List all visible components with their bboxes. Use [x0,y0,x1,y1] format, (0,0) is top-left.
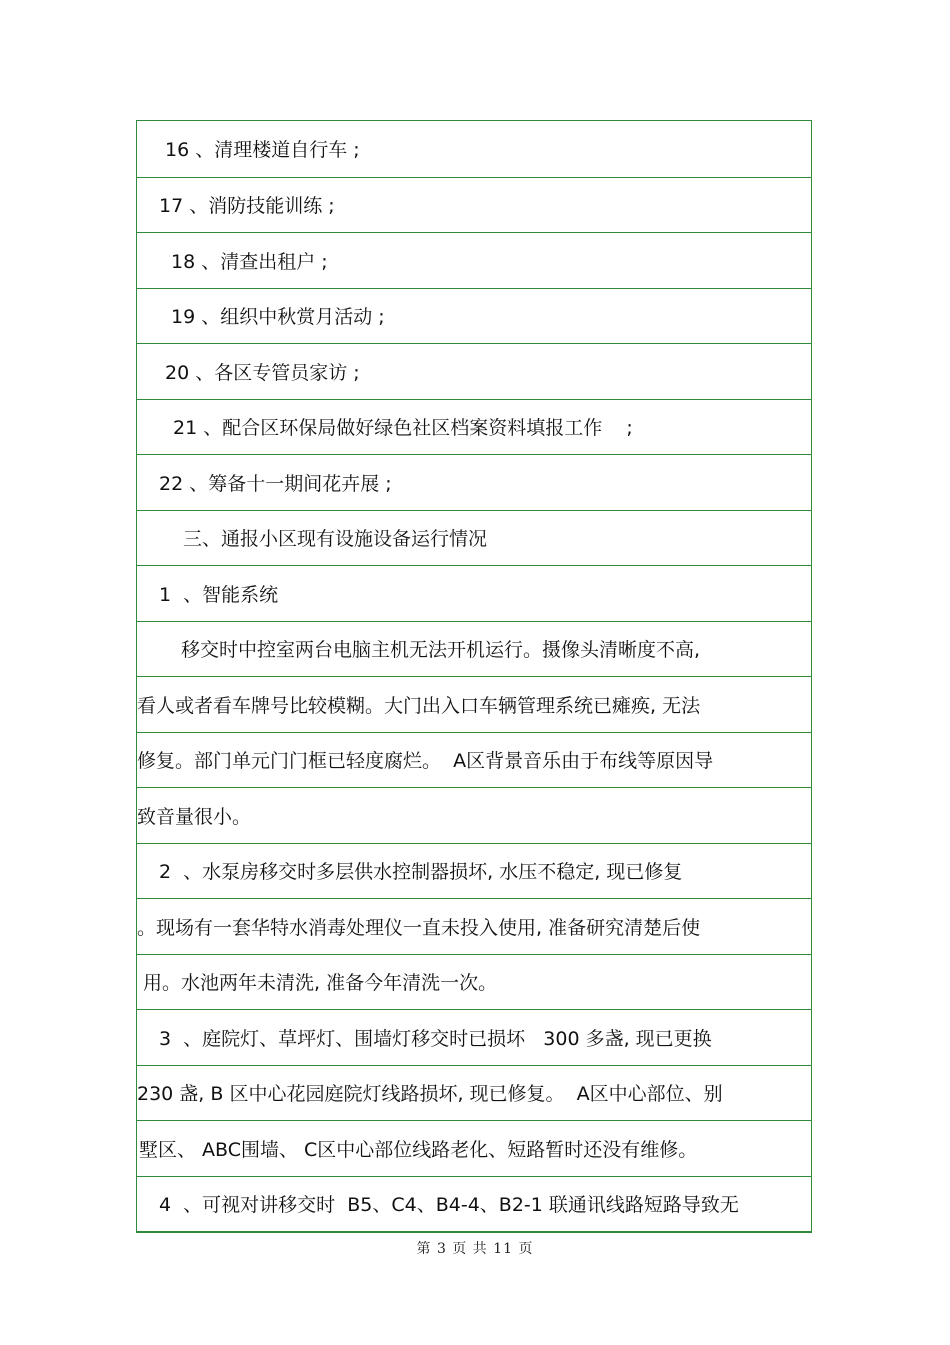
row-text: 修复。部门单元门门框已轻度腐烂。 A区背景音乐由于布线等原因导 [137,750,714,773]
table-row [137,510,811,566]
row-text: 2 、水泵房移交时多层供水控制器损坏, 水压不稳定, 现已修复 [159,861,683,884]
table-row [137,454,811,510]
row-text: 移交时中控室两台电脑主机无法开机运行。摄像头清晰度不高, [181,639,701,662]
table-row [137,343,811,399]
row-text: 用。水池两年未清洗, 准备今年清洗一次。 [143,972,498,995]
table-row [137,1120,811,1176]
table-row [137,954,811,1010]
table-row [137,898,811,954]
row-text: 墅区、 ABC围墙、 C区中心部位线路老化、短路暂时还没有维修。 [139,1138,698,1161]
table-row [137,399,811,455]
table-row [137,732,811,788]
row-text: 17 、消防技能训练 ; [159,195,335,218]
row-text: 22 、筹备十一期间花卉展 ; [159,472,392,495]
row-text: 21 、配合区环保局做好绿色社区档案资料填报工作 ; [173,417,633,440]
row-text: 16 、清理楼道自行车 ; [165,139,360,162]
row-text: 4 、可视对讲移交时 B5、C4、B4-4、B2-1 联通讯线路短路导致无 [159,1194,739,1217]
table-row [137,288,811,344]
table-row [137,676,811,732]
table-row [137,121,811,177]
row-text: 三、通报小区现有设施设备运行情况 [183,528,488,551]
table-row [137,843,811,899]
row-text: 致音量很小。 [137,805,252,828]
table-row [137,1065,811,1121]
row-text: 3 、庭院灯、草坪灯、围墙灯移交时已损坏 300 多盏, 现已更换 [159,1027,712,1050]
table-row [137,621,811,677]
row-text: 。现场有一套华特水消毒处理仪一直未投入使用, 准备研究清楚后使 [137,916,701,939]
table-row [137,565,811,621]
row-text: 看人或者看车牌号比较模糊。大门出入口车辆管理系统已瘫痪, 无法 [137,694,701,717]
page-footer: 第 3 页 共 11 页 [416,1241,534,1257]
row-text: 230 盏, B 区中心花园庭院灯线路损坏, 现已修复。 A区中心部位、别 [137,1083,723,1106]
table-row [137,787,811,843]
row-text: 1 、智能系统 [159,583,279,606]
table-row [137,177,811,233]
row-text: 19 、组织中秋赏月活动 ; [171,306,385,329]
table-row [137,1009,811,1065]
row-text: 20 、各区专管员家访 ; [165,361,360,384]
content-table [136,120,812,1233]
row-text: 18 、清查出租户 ; [171,250,328,273]
table-row [137,1176,811,1232]
table-row [137,232,811,288]
